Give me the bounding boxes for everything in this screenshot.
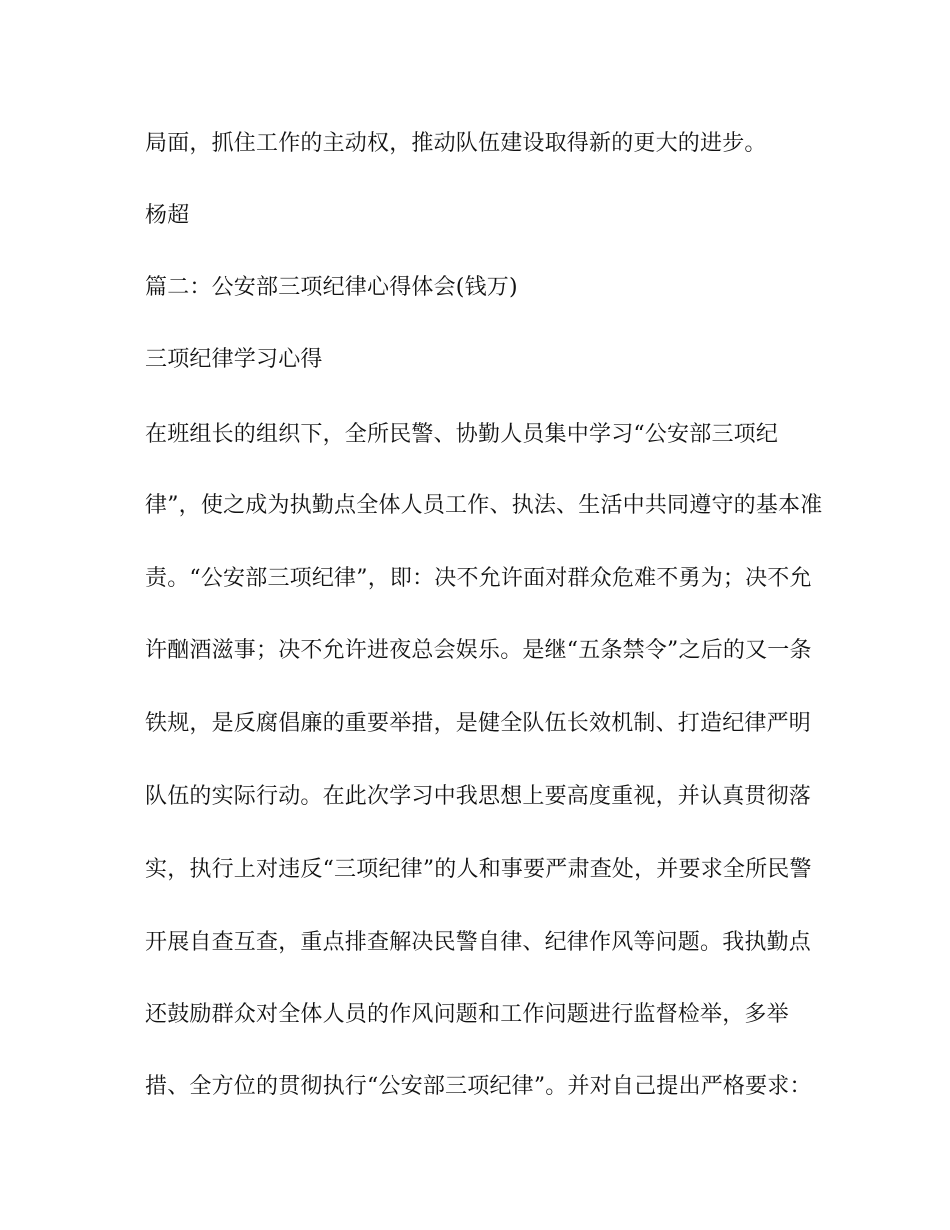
subtitle: 三项纪律学习心得 <box>145 347 323 372</box>
paragraph-line-10: 措、全方位的贯彻执行“公安部三项纪律”。并对自己提出严格要求： <box>145 1074 812 1099</box>
paragraph-line-2: 律”，使之成为执勤点全体人员工作、执法、生活中共同遵守的基本准 <box>145 493 823 518</box>
paragraph-line-3: 责。“公安部三项纪律”，即：决不允许面对群众危难不勇为；决不允 <box>145 566 812 591</box>
paragraph-line-1: 在班组长的组织下，全所民警、协勤人员集中学习“公安部三项纪 <box>145 422 779 447</box>
paragraph-line-9: 还鼓励群众对全体人员的作风问题和工作问题进行监督检举，多举 <box>145 1002 789 1027</box>
paragraph-line-8: 开展自查互查，重点排查解决民警自律、纪律作风等问题。我执勤点 <box>145 930 812 955</box>
text-line-1: 局面，抓住工作的主动权，推动队伍建设取得新的更大的进步。 <box>145 131 767 156</box>
paragraph-line-6: 队伍的实际行动。在此次学习中我思想上要高度重视，并认真贯彻落 <box>145 784 812 809</box>
paragraph-line-5: 铁规，是反腐倡廉的重要举措，是健全队伍长效机制、打造纪律严明 <box>145 711 812 736</box>
paragraph-line-4: 许酗酒滋事；决不允许进夜总会娱乐。是继“五条禁令”之后的又一条 <box>145 638 812 663</box>
paragraph-line-7: 实，执行上对违反“三项纪律”的人和事要严肃查处，并要求全所民警 <box>145 857 812 882</box>
author-name: 杨超 <box>145 203 190 228</box>
section-heading: 篇二：公安部三项纪律心得体会(钱万) <box>145 275 518 300</box>
